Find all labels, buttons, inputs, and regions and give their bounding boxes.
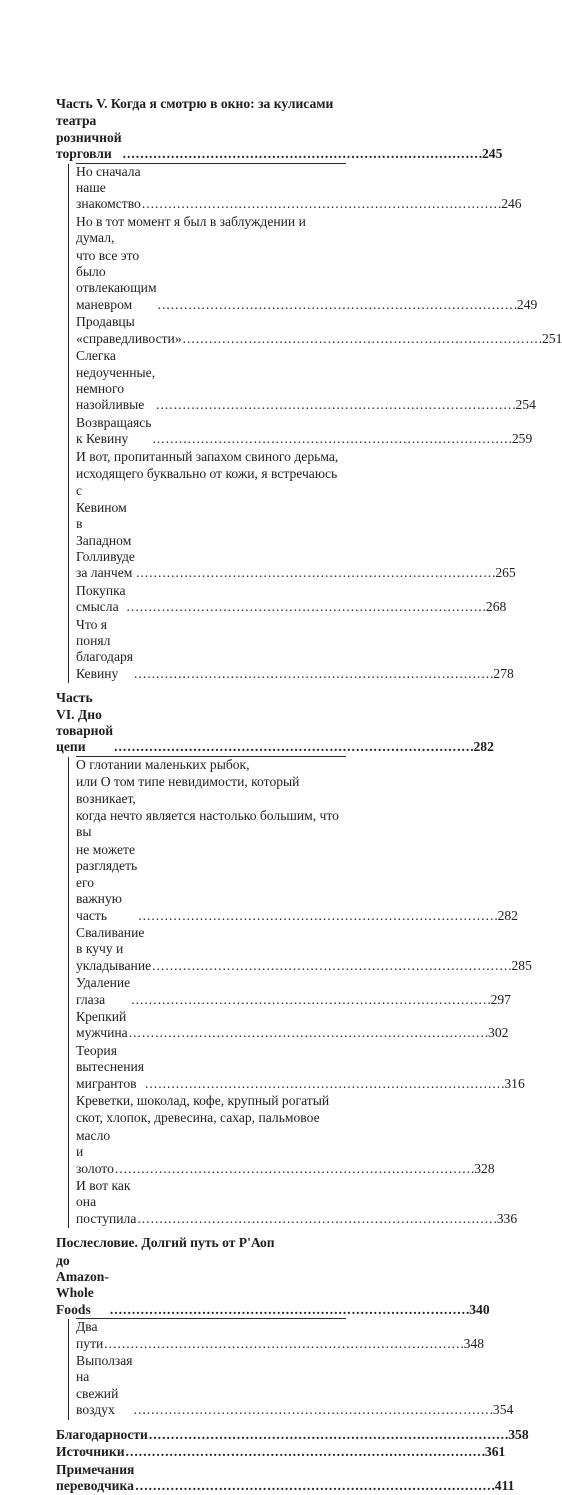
toc-entry-title: Сваливание в кучу и укладывание <box>76 925 151 974</box>
toc-entry-title: масло и золото <box>76 1128 114 1177</box>
toc-page-number: 249 <box>517 297 537 313</box>
dot-leader <box>156 397 514 413</box>
toc-page-number: 348 <box>464 1336 484 1352</box>
toc-page-number: 282 <box>473 739 493 755</box>
toc-entry-line <box>56 1319 346 1353</box>
dot-leader <box>135 1478 493 1494</box>
dot-leader <box>114 739 472 755</box>
toc-page-number: 282 <box>498 908 518 924</box>
toc-entry-title: Удаление глаза <box>76 975 130 1008</box>
toc-entry-title: исходящего буквально от кожи, я встречаюсь <box>76 466 337 482</box>
toc-page-number: 265 <box>495 565 515 581</box>
toc-page-number: 361 <box>485 1444 505 1460</box>
toc-entry-title: с Кевином в Западном Голливуде за ланчем <box>76 483 135 581</box>
toc-entry-line <box>56 214 346 248</box>
dot-leader <box>134 666 492 682</box>
dot-leader <box>104 1336 462 1352</box>
toc-entry-title: что все это было отвлекающим маневром <box>76 248 157 314</box>
dot-leader <box>183 331 541 347</box>
toc-entry-title: И вот, пропитанный запахом свиного дерьма, <box>76 449 338 465</box>
dot-leader <box>134 1402 492 1418</box>
dot-leader <box>115 1161 473 1177</box>
toc-page-number: 259 <box>512 431 532 447</box>
toc-entry-title: Возвращаясь к Кевину <box>76 415 151 448</box>
toc-entry-line <box>56 164 346 214</box>
dot-leader <box>131 992 489 1008</box>
toc-entry-line <box>56 1353 346 1420</box>
dot-leader <box>136 565 494 581</box>
toc-entry-line <box>56 1009 346 1043</box>
toc-entry-title: Продавцы «справедливости» <box>76 314 182 347</box>
table-of-contents <box>56 96 346 1495</box>
toc-entry-line <box>56 248 346 315</box>
toc-entry-line <box>56 314 346 348</box>
toc-section-line <box>56 1462 346 1495</box>
toc-page-number: 268 <box>486 599 506 615</box>
toc-section-line <box>56 1427 346 1444</box>
toc-entry-line <box>56 415 346 449</box>
toc-page-number: 336 <box>497 1211 517 1227</box>
toc-page-number: 278 <box>493 666 513 682</box>
toc-entry-title: И вот как она поступила <box>76 1178 136 1227</box>
toc-page-number: 316 <box>504 1076 524 1092</box>
dot-leader <box>149 1427 507 1443</box>
dot-leader <box>110 1302 468 1318</box>
toc-page-number: 328 <box>474 1161 494 1177</box>
toc-section-line <box>56 1235 346 1252</box>
toc-entry-line <box>56 808 346 842</box>
toc-entry-title: Креветки, шоколад, кофе, крупный рогатый <box>76 1093 329 1109</box>
toc-page-number: 285 <box>511 958 531 974</box>
toc-page-number: 254 <box>515 397 535 413</box>
toc-entry-line <box>56 757 346 774</box>
dot-leader <box>145 1076 503 1092</box>
toc-entry-line <box>56 617 346 684</box>
toc-page-number: 340 <box>469 1302 489 1318</box>
toc-page-number: 297 <box>491 992 511 1008</box>
dot-leader <box>123 146 481 162</box>
toc-entry-title: Часть V. Когда я смотрю в окно: за кулисами <box>56 96 333 112</box>
toc-page-number: 245 <box>482 146 502 162</box>
toc-entry-line <box>56 1093 346 1110</box>
toc-page-number: 246 <box>501 196 521 212</box>
toc-entry-title: или О том типе невидимости, который возникает, <box>76 774 346 807</box>
toc-entry-title: Примечания переводчика <box>56 1462 134 1495</box>
toc-entry-title: когда нечто является настолько большим, что вы <box>76 808 346 841</box>
toc-entry-title: Послесловие. Долгий путь от Р'Аоп <box>56 1235 275 1251</box>
toc-entry-line <box>56 483 346 582</box>
toc-section-line <box>56 96 346 113</box>
toc-page-number: 358 <box>508 1427 528 1443</box>
dot-leader <box>127 599 485 615</box>
toc-entry-title: Источники <box>56 1444 125 1460</box>
toc-entry-title: Выползая на свежий воздух <box>76 1353 133 1419</box>
toc-entry-line <box>56 449 346 466</box>
toc-entry-line <box>56 1110 346 1127</box>
toc-page-number: 411 <box>495 1478 515 1494</box>
toc-entry-title: Что я понял благодаря Кевину <box>76 617 133 683</box>
toc-entry-title: Благодарности <box>56 1427 148 1443</box>
toc-entry-title: Два пути <box>76 1319 103 1352</box>
toc-entry-line <box>56 1178 346 1228</box>
toc-section-line <box>56 1444 346 1461</box>
toc-entry-title: Крепкий мужчина <box>76 1009 128 1042</box>
dot-leader <box>152 431 510 447</box>
dot-leader <box>158 297 516 313</box>
toc-entry-title: не можете разглядеть его важную часть <box>76 842 137 924</box>
toc-entry-line <box>56 842 346 925</box>
toc-entry-title: О глотании маленьких рыбок, <box>76 757 250 773</box>
toc-entry-title: скот, хлопок, древесина, сахар, пальмовое <box>76 1110 320 1126</box>
toc-entry-title: Но в тот момент я был в заблуждении и думал, <box>76 214 346 247</box>
toc-entry-title: Но сначала наше знакомство <box>76 164 141 213</box>
toc-entry-line <box>56 925 346 975</box>
toc-entry-line <box>56 583 346 617</box>
toc-section-line <box>56 1253 346 1320</box>
toc-page-number: 302 <box>488 1025 508 1041</box>
toc-entry-title: Теория вытеснения мигрантов <box>76 1043 144 1092</box>
toc-entry-line <box>56 466 346 483</box>
dot-leader <box>129 1025 487 1041</box>
toc-entry-title: до Amazon-Whole Foods <box>56 1253 109 1319</box>
toc-entry-line <box>56 348 346 415</box>
toc-entry-line <box>56 1043 346 1093</box>
toc-entry-line <box>56 975 346 1009</box>
toc-page-number: 251 <box>542 331 562 347</box>
dot-leader <box>152 958 510 974</box>
toc-entry-line <box>56 774 346 808</box>
dot-leader <box>142 196 500 212</box>
dot-leader <box>138 908 496 924</box>
dot-leader <box>137 1211 495 1227</box>
toc-entry-title: театра розничной торговли <box>56 113 122 162</box>
toc-entry-title: Часть VI. Дно товарной цепи <box>56 690 113 756</box>
toc-section-line <box>56 690 346 757</box>
dot-leader <box>126 1444 484 1460</box>
toc-entry-line <box>56 1128 346 1178</box>
toc-entry-title: Слегка недоученные, немного назойливые <box>76 348 155 414</box>
toc-section-line <box>56 113 346 163</box>
toc-entry-title: Покупка смысла <box>76 583 126 616</box>
toc-page-number: 354 <box>493 1402 513 1418</box>
